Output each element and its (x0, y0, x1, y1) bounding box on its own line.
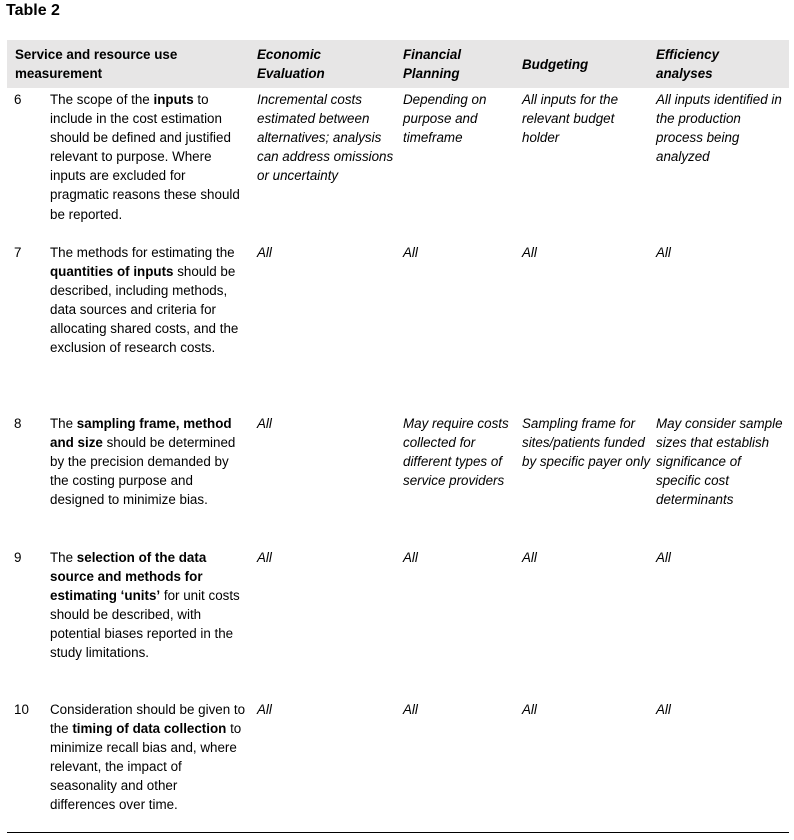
cell-economic-evaluation: All (257, 550, 272, 565)
cell-financial-planning: Depending on purpose and timeframe (403, 92, 487, 146)
cell-economic-evaluation: All (257, 702, 272, 717)
cell-economic-evaluation: All (257, 416, 272, 431)
row-description (50, 243, 246, 358)
description-text: The scope of the (50, 92, 154, 107)
header-efficiency-analyses: Efficiency analyses (656, 47, 720, 81)
cell-financial-planning: May require costs collected for different types of service providers (403, 416, 509, 489)
row-description (50, 90, 246, 224)
cell-financial-planning: All (403, 550, 418, 565)
row-number: 8 (14, 416, 22, 431)
cell-economic-evaluation: Incremental costs estimated between alternatives; analysis can address omissions or uncertainty (257, 92, 394, 184)
emphasis-text: selection of the data source and methods for estimating ‘units’ (50, 550, 207, 604)
emphasis-text: inputs (153, 92, 194, 107)
description-text: for unit costs should be described, with potential biases reported in the study limitations. (50, 588, 240, 661)
cell-budgeting: All inputs for the relevant budget holder (522, 92, 619, 146)
cell-efficiency-analyses: All (656, 702, 671, 717)
cell-budgeting: Sampling frame for sites/patients funded by specific payer only (522, 416, 651, 470)
description-text: should be determined by the precision demanded by the costing purpose and designed to minimize bias. (50, 435, 236, 508)
cell-economic-evaluation: All (257, 245, 272, 260)
cell-efficiency-analyses: All (656, 550, 671, 565)
description-text: The (50, 416, 77, 431)
row-description (50, 414, 246, 509)
cell-financial-planning: All (403, 245, 418, 260)
description-text: to include in the cost estimation should be defined and justified relevant to purpose. Where inputs are excluded for pragmatic reasons these should be reported. (50, 92, 240, 222)
row-number: 9 (14, 550, 22, 565)
description-text: The (50, 550, 77, 565)
cell-efficiency-analyses: All inputs identified in the production process being analyzed (656, 92, 782, 165)
description-text: The methods for estimating the (50, 245, 235, 260)
row-number: 10 (14, 702, 29, 717)
header-financial-planning: Financial Planning (403, 47, 462, 81)
cell-efficiency-analyses: May consider sample sizes that establish significance of specific cost determinants (656, 416, 783, 508)
cell-budgeting: All (522, 702, 537, 717)
row-description (50, 700, 246, 815)
header-service-measurement: Service and resource use measurement (15, 47, 178, 81)
emphasis-text: sampling frame, method and size (50, 416, 232, 451)
header-economic-evaluation: Economic Evaluation (257, 47, 325, 81)
table-bottom-rule (7, 832, 789, 833)
emphasis-text: quantities of inputs (50, 264, 174, 280)
emphasis-text: timing of data collection (72, 721, 227, 737)
description-text: to minimize recall bias and, where relevant, the impact of seasonality and other differences over time. (50, 721, 242, 813)
cell-budgeting: All (522, 550, 537, 565)
table-title: Table 2 (6, 2, 60, 19)
header-budgeting: Budgeting (522, 57, 589, 72)
cell-budgeting: All (522, 245, 537, 260)
cell-financial-planning: All (403, 702, 418, 717)
cell-efficiency-analyses: All (656, 245, 671, 260)
row-number: 6 (14, 92, 22, 107)
row-description (50, 548, 246, 663)
description-text: should be described, including methods, data sources and criteria for allocating shared costs, and the exclusion of research costs. (50, 264, 239, 356)
row-number: 7 (14, 245, 22, 260)
description-text: Consideration should be given to the (50, 702, 246, 737)
